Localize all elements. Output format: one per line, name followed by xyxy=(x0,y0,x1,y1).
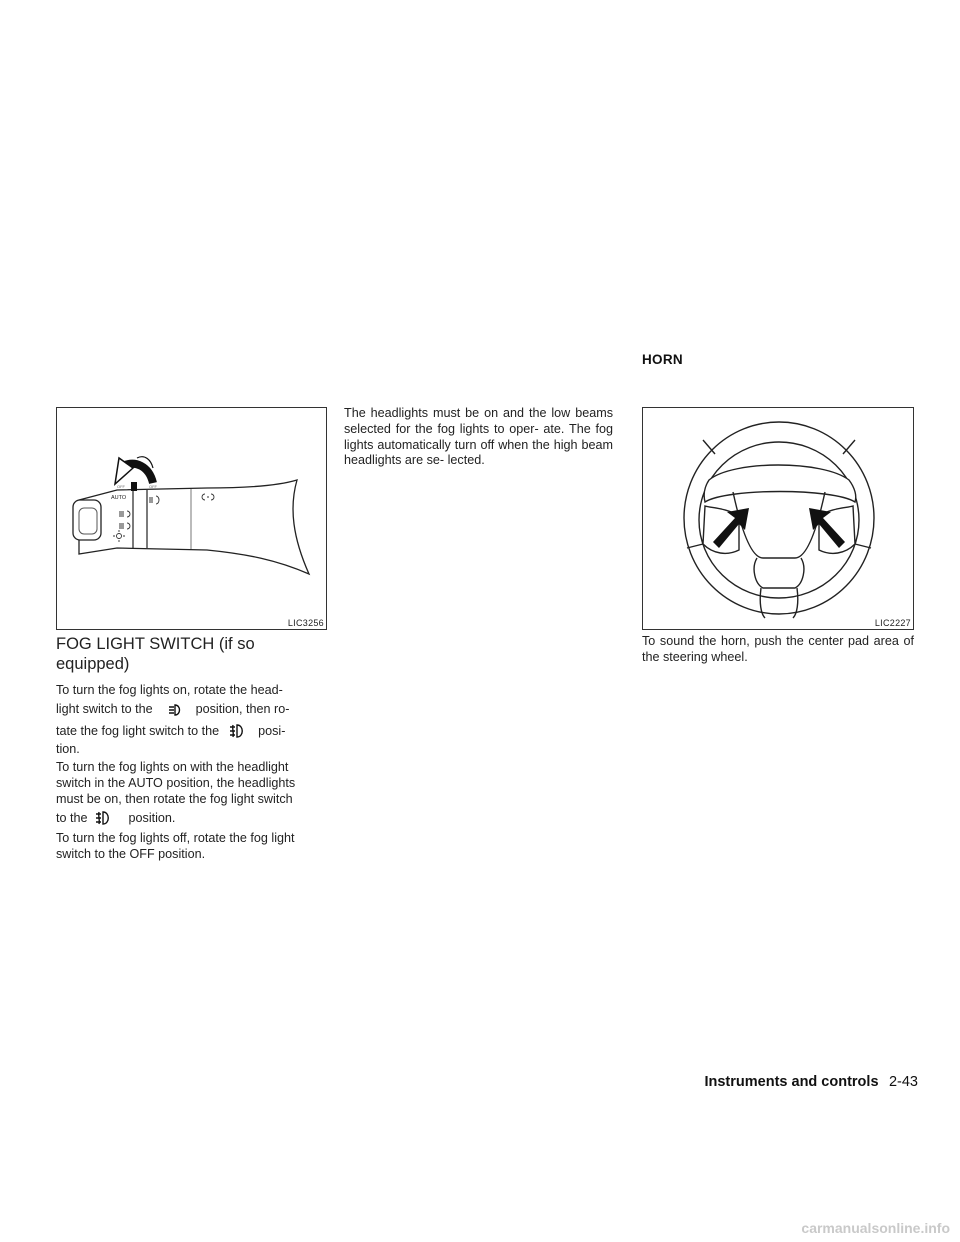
horn-instructions xyxy=(642,634,914,666)
fog-para-2-text-d: to the xyxy=(56,810,88,825)
fog-switch-illustration xyxy=(57,408,327,630)
off-label-b: OFF xyxy=(149,484,157,489)
fog-para-1-line-d xyxy=(56,724,327,743)
fog-para-3: To turn the fog lights off, rotate the fog light switch to the OFF position. xyxy=(56,831,295,862)
fog-light-instructions xyxy=(56,683,327,863)
page-footer xyxy=(688,1073,918,1091)
figure-caption-lic3256: LIC3256 xyxy=(287,618,324,628)
front-fog-light-icon xyxy=(229,724,245,743)
watermark: carmanualsonline.info xyxy=(801,1220,950,1236)
auto-label: AUTO xyxy=(111,495,127,501)
fog-title-line-1: FOG LIGHT SWITCH (if so xyxy=(56,635,255,653)
fog-para-1-line-b xyxy=(56,702,327,721)
front-fog-light-icon-2 xyxy=(95,811,111,830)
headlight-icon xyxy=(168,704,182,721)
fog-para-2-line-a: To turn the fog lights on with the headlight xyxy=(56,760,289,775)
fog-title-line-2: equipped) xyxy=(56,655,130,673)
footer-section-title: Instruments and controls xyxy=(704,1074,879,1090)
fog-para-1-text-e: posi- xyxy=(258,723,286,738)
horn-figure xyxy=(642,407,914,630)
fog-para-2-line-c: must be on, then rotate the fog light switch xyxy=(56,791,293,806)
horn-instructions-text: To sound the horn, push the center pad area of the steering wheel. xyxy=(642,634,914,664)
fog-para-2-line-b: switch in the AUTO position, the headlights xyxy=(56,775,296,790)
fog-light-switch-figure xyxy=(56,407,327,630)
fog-para-1-text-c: position, then ro- xyxy=(195,701,290,716)
fog-para-2-line-d xyxy=(56,811,327,830)
fog-light-section-title xyxy=(56,634,327,674)
fog-para-1-text-b: light switch to the xyxy=(56,701,153,716)
figure-caption-lic2227: LIC2227 xyxy=(874,618,911,628)
fog-para-1-text-d: tate the fog light switch to the xyxy=(56,723,220,738)
fog-para-2-text-e: position. xyxy=(128,810,176,825)
horn-section-title: HORN xyxy=(642,352,683,367)
fog-para-1-line-f: tion. xyxy=(56,742,80,757)
off-label-a: OFF xyxy=(117,484,125,489)
steering-wheel-illustration xyxy=(643,408,914,630)
footer-page-number: 2-43 xyxy=(888,1074,918,1090)
headlights-note xyxy=(344,406,613,469)
headlights-note-text: The headlights must be on and the low beams selected for the fog lights to oper- ate. The fog lights automatically turn off when the high beam headlights are se- lected. xyxy=(344,406,613,468)
fog-para-1-line-a: To turn the fog lights on, rotate the head- xyxy=(56,683,283,697)
